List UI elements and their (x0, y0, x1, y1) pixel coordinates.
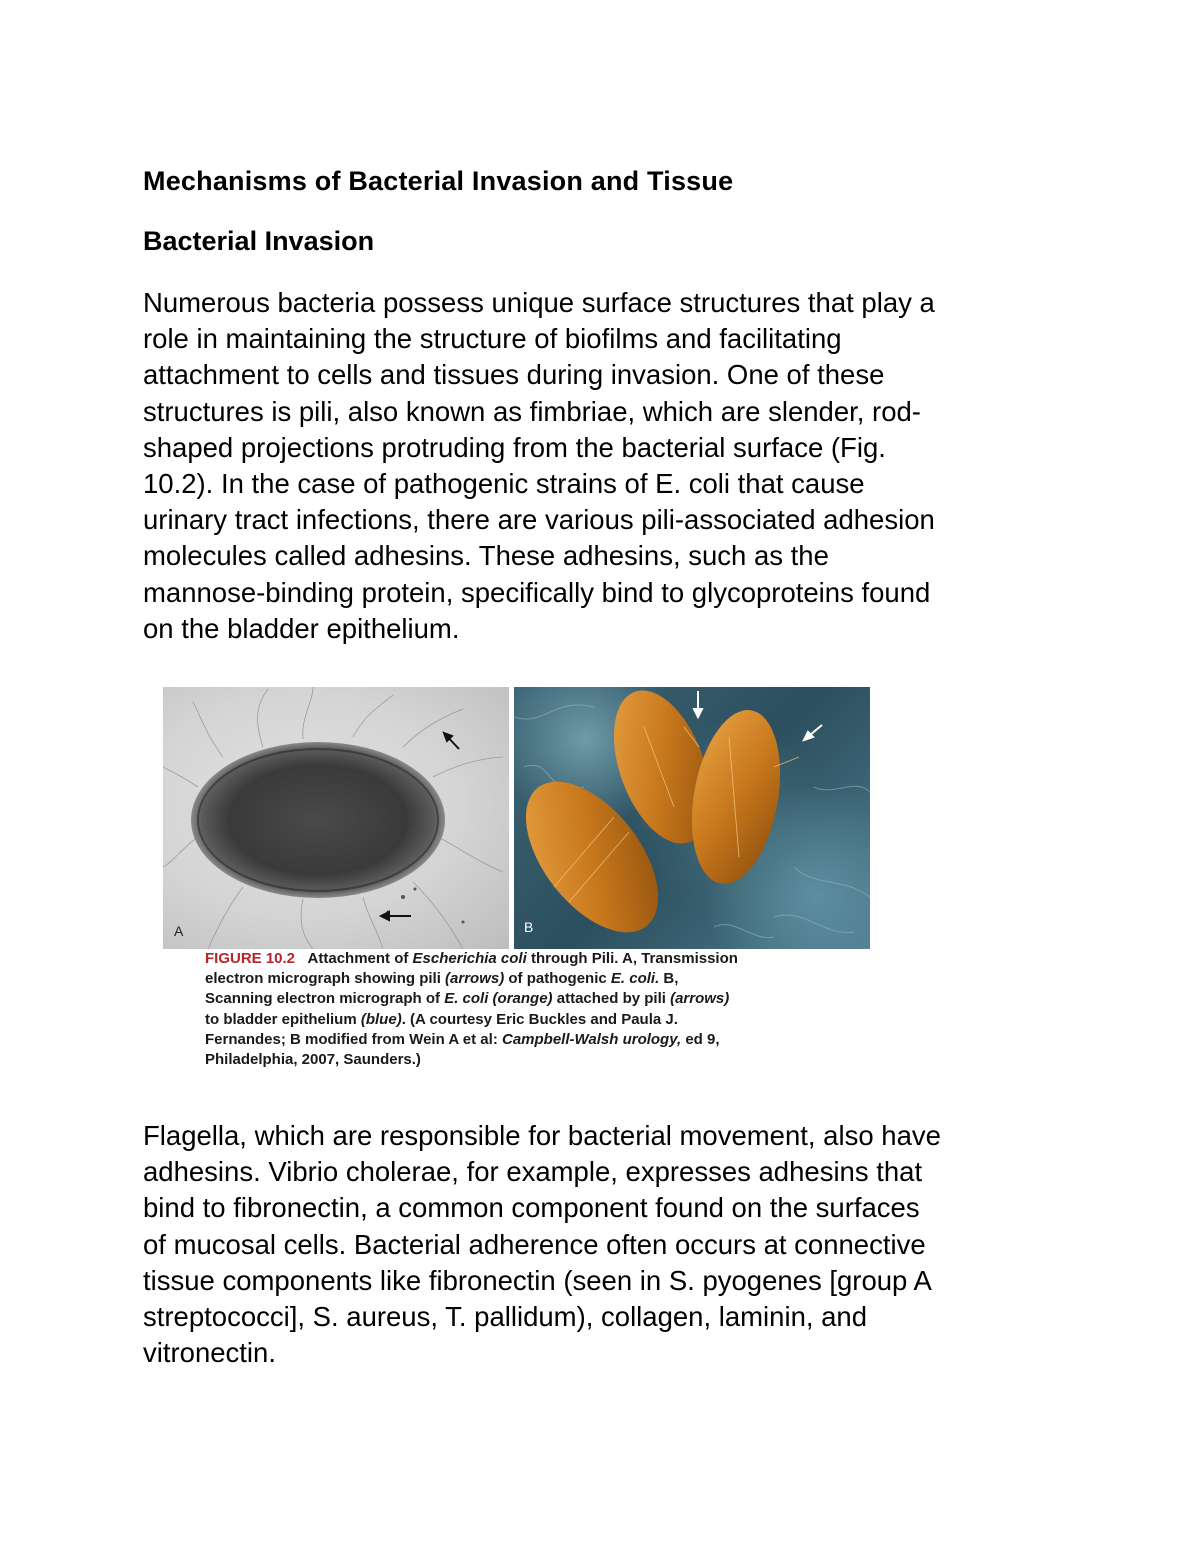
paragraph-line: of mucosal cells. Bacterial adherence often occurs at connective (143, 1228, 926, 1260)
paragraph-line: 10.2). In the case of pathogenic strains of E. coli that cause (143, 468, 865, 500)
figure-label: FIGURE 10.2 (205, 950, 296, 967)
caption-line: Fernandes; B modified from Wein A et al: Campbell-Walsh urology, ed 9, (205, 1030, 720, 1048)
paragraph-line: Numerous bacteria possess unique surface structures that play a (143, 287, 935, 318)
paragraph-line: on the bladder epithelium. (143, 612, 460, 644)
paragraph-line: urinary tract infections, there are various pili-associated adhesion (143, 504, 935, 536)
document-title: Mechanisms of Bacterial Invasion and Tissue (143, 166, 734, 196)
paragraph-line: adhesins. Vibrio cholerae, for example, expresses adhesins that (143, 1156, 923, 1188)
paragraph-line: bind to fibronectin, a common component found on the surfaces (143, 1192, 920, 1224)
panel-a-label: A (174, 923, 184, 939)
paragraph-line: molecules called adhesins. These adhesins, such as the (143, 540, 829, 572)
section-heading: Bacterial Invasion (143, 226, 375, 256)
paragraph-line: role in maintaining the structure of biofilms and facilitating (143, 323, 842, 355)
paragraph-line: vitronectin. (143, 1337, 276, 1369)
paragraph-pili (143, 285, 935, 647)
paragraph-line: structures is pili, also known as fimbriae, which are slender, rod- (143, 395, 921, 427)
tem-micrograph-illustration (163, 687, 509, 949)
micrograph-panel-b (514, 687, 870, 949)
paragraph-line: attachment to cells and tissues during invasion. One of these (143, 359, 885, 391)
sem-micrograph-illustration (514, 687, 870, 949)
caption-line: Philadelphia, 2007, Saunders.) (205, 1051, 421, 1069)
panel-b-label: B (524, 919, 534, 935)
caption-line: FIGURE 10.2 Attachment of Escherichia coli through Pili. A, Transmission (205, 950, 738, 967)
caption-line: electron micrograph showing pili (arrows) of pathogenic E. coli. B, (205, 970, 679, 988)
micrograph-panel-a (163, 687, 509, 949)
paragraph-line: shaped projections protruding from the bacterial surface (Fig. (143, 431, 886, 463)
paragraph-flagella (143, 1118, 941, 1371)
paragraph-line: Flagella, which are responsible for bacterial movement, also have (143, 1120, 941, 1151)
figure-caption (205, 949, 845, 1070)
paragraph-line: mannose-binding protein, specifically bind to glycoproteins found (143, 576, 931, 608)
paragraph-line: streptococci], S. aureus, T. pallidum), collagen, laminin, and (143, 1301, 868, 1333)
caption-line: Scanning electron micrograph of E. coli (orange) attached by pili (arrows) (205, 990, 730, 1008)
caption-line: to bladder epithelium (blue). (A courtesy Eric Buckles and Paula J. (205, 1010, 678, 1028)
paragraph-line: tissue components like fibronectin (seen in S. pyogenes [group A (143, 1264, 932, 1296)
